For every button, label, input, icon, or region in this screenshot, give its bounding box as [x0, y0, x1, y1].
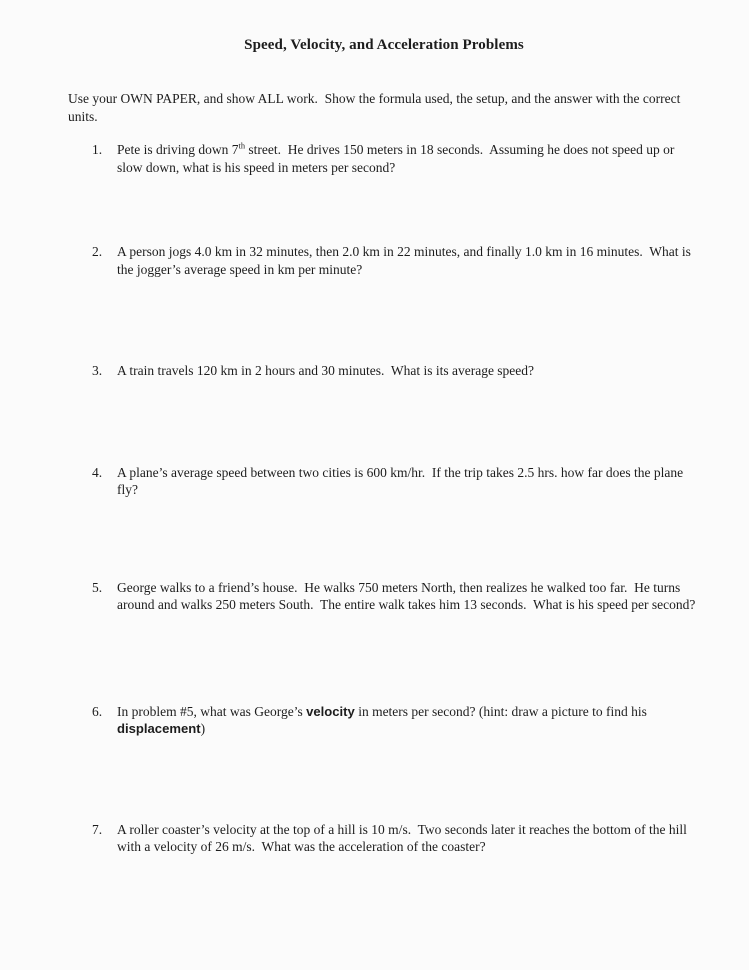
- problem-item-4: [92, 464, 749, 499]
- problem-text: [117, 243, 703, 278]
- problem-text-segment: street. He drives 150 meters in 18 seconds. Assuming he does not speed up or slow down, what is his speed in meters per second?: [117, 142, 678, 175]
- problem-list: [92, 141, 749, 856]
- superscript-text: th: [238, 141, 246, 151]
- problem-item-3: [92, 362, 749, 380]
- problem-text: [117, 464, 703, 499]
- page-title: Speed, Velocity, and Acceleration Problems: [244, 37, 524, 53]
- problem-text: [117, 579, 703, 614]
- problem-number: 3.: [92, 363, 103, 378]
- problem-item-6: [92, 703, 749, 738]
- problem-text-segment: A person jogs 4.0 km in 32 minutes, then 2.0 km in 22 minutes, and finally 1.0 km in 16 minutes. What is the jogger’s average speed in km per minute?: [117, 244, 695, 277]
- problem-number: 4.: [92, 464, 103, 480]
- bold-emphasis-text: velocity: [306, 703, 355, 719]
- problem-text: [117, 821, 703, 856]
- problem-text-segment: Pete is driving down 7: [117, 142, 239, 157]
- problem-number: 6.: [92, 703, 103, 719]
- problem-text-segment: A train travels 120 km in 2 hours and 30 minutes. What is its average speed?: [117, 363, 535, 378]
- problem-text: [117, 362, 703, 380]
- problem-item-2: [92, 243, 749, 278]
- problem-number: 2.: [92, 244, 103, 259]
- problem-text-segment: ): [200, 721, 206, 736]
- instructions-paragraph: Use your OWN PAPER, and show ALL work. Show the formula used, the setup, and the answer with the correct units.: [68, 91, 684, 124]
- problem-item-1: [92, 141, 749, 176]
- problem-text-segment: In problem #5, what was George’s: [117, 703, 307, 719]
- problem-text-segment: A plane’s average speed between two cities is 600 km/hr. If the trip takes 2.5 hrs. how far does the plane fly?: [117, 464, 687, 497]
- problem-item-7: [92, 821, 749, 856]
- problem-text: [117, 141, 703, 176]
- problem-number: 1.: [92, 142, 103, 157]
- problem-number: 7.: [92, 821, 103, 837]
- problem-text-segment: A roller coaster’s velocity at the top of a hill is 10 m/s. Two seconds later it reaches the bottom of the hill with a velocity of 26 m/s. What was the acceleration of the coaster?: [117, 821, 691, 854]
- problem-number: 5.: [92, 579, 103, 595]
- problem-text: [117, 703, 703, 738]
- bold-emphasis-text: displacement: [117, 721, 201, 736]
- problem-text-segment: in meters per second? (hint: draw a picture to find his: [354, 703, 651, 719]
- problem-item-5: [92, 579, 749, 614]
- problem-text-segment: George walks to a friend’s house. He walks 750 meters North, then realizes he walked too far. He turns around and walks 250 meters South. The entire walk takes him 13 seconds. What is his speed per second?: [117, 579, 696, 612]
